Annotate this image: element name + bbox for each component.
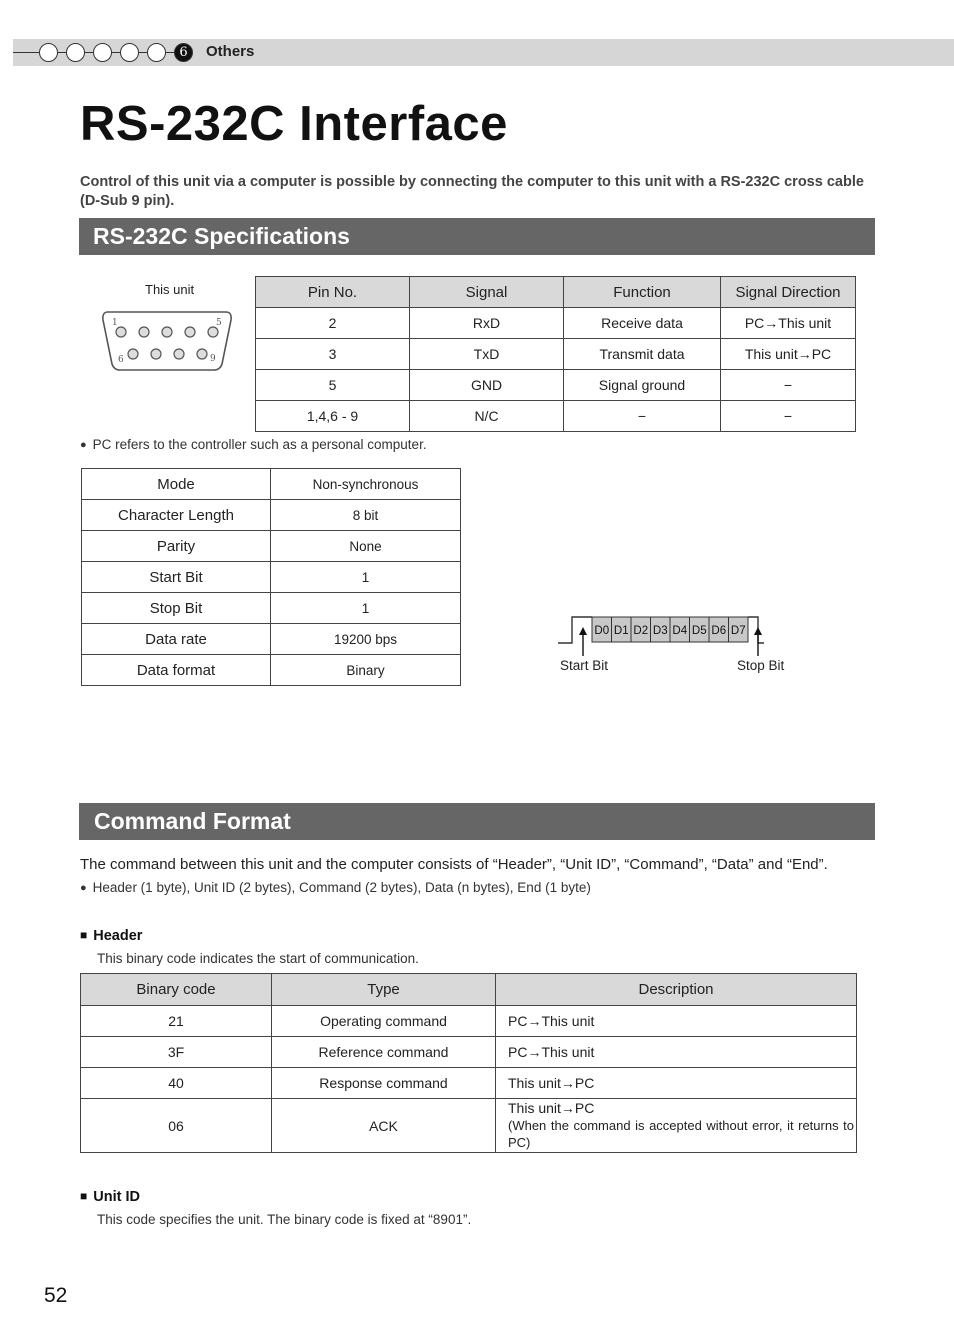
mode-key: Data rate	[82, 624, 271, 655]
bit-d5: D5	[691, 625, 707, 637]
start-bit-label: Start Bit	[560, 658, 609, 673]
type-cell: Response command	[272, 1068, 496, 1099]
signal-cell: TxD	[410, 339, 564, 370]
bit-d4: D4	[672, 625, 688, 637]
binary-code-cell: 06	[81, 1099, 272, 1153]
unit-id-description: This code specifies the unit. The binary code is fixed at “8901”.	[97, 1212, 472, 1227]
mode-value: Non-synchronous	[271, 469, 461, 500]
unit-label: This unit	[145, 282, 195, 297]
table-row	[81, 1037, 857, 1068]
stop-bit-label: Stop Bit	[737, 658, 785, 673]
stop-arrow-icon	[754, 627, 762, 656]
pin-label-5: 5	[216, 318, 222, 328]
direction-cell: PC→This unit	[721, 308, 856, 339]
header-col: Description	[496, 974, 857, 1006]
pin-cell: 5	[256, 370, 410, 401]
intro-text: Control of this unit via a computer is possible by connecting the computer to this unit with a RS-232C cross cable (D-Sub 9 pin).	[80, 174, 864, 209]
header-col: Type	[272, 974, 496, 1006]
mode-key: Data format	[82, 655, 271, 686]
description-cell	[496, 1099, 857, 1153]
bit-d1: D1	[613, 625, 629, 637]
pin-header-cell: Signal	[410, 277, 564, 308]
spec-section-heading: RS-232C Specifications	[79, 218, 875, 255]
page-number: 52	[44, 1284, 68, 1307]
function-cell: −	[564, 401, 721, 432]
table-row	[81, 1006, 857, 1037]
bit-frame-diagram	[555, 612, 795, 662]
bit-d0: D0	[594, 625, 610, 637]
description-cell: PC→This unit	[496, 1037, 857, 1068]
pc-note: ● PC refers to the controller such as a personal computer.	[80, 437, 427, 452]
mode-value: 1	[271, 593, 461, 624]
type-cell: Reference command	[272, 1037, 496, 1068]
start-arrow-icon	[579, 627, 587, 656]
header-col: Binary code	[81, 974, 272, 1006]
chapter-circle-5	[147, 43, 166, 62]
mode-key: Character Length	[82, 500, 271, 531]
table-row	[256, 308, 856, 339]
table-row	[82, 531, 461, 562]
binary-code-cell: 3F	[81, 1037, 272, 1068]
bit-d6: D6	[711, 625, 727, 637]
header-subheading: ■ Header	[80, 928, 142, 944]
description-cell: PC→This unit	[496, 1006, 857, 1037]
pin-cell: 3	[256, 339, 410, 370]
bit-d3: D3	[652, 625, 668, 637]
mode-value: Binary	[271, 655, 461, 686]
direction-cell: −	[721, 401, 856, 432]
pin-header-cell: Pin No.	[256, 277, 410, 308]
table-row	[81, 1068, 857, 1099]
table-row	[82, 500, 461, 531]
table-row	[256, 401, 856, 432]
direction-cell: This unit→PC	[721, 339, 856, 370]
mode-value: 1	[271, 562, 461, 593]
mode-value: 8 bit	[271, 500, 461, 531]
chapter-label: Others	[206, 43, 255, 60]
signal-cell: GND	[410, 370, 564, 401]
pin-cell: 2	[256, 308, 410, 339]
signal-cell: RxD	[410, 308, 564, 339]
signal-cell: N/C	[410, 401, 564, 432]
chapter-circle-2	[66, 43, 85, 62]
binary-code-cell: 40	[81, 1068, 272, 1099]
pin-table	[255, 276, 856, 432]
chapter-circle-1	[39, 43, 58, 62]
type-cell: Operating command	[272, 1006, 496, 1037]
pin-label-9: 9	[210, 354, 216, 364]
function-cell: Transmit data	[564, 339, 721, 370]
type-cell: ACK	[272, 1099, 496, 1153]
bit-d2: D2	[633, 625, 649, 637]
direction-cell: −	[721, 370, 856, 401]
pin-header-cell: Signal Direction	[721, 277, 856, 308]
pin-label-1: 1	[112, 318, 118, 328]
chapter-number: 6	[174, 43, 193, 62]
pin-cell: 1,4,6 - 9	[256, 401, 410, 432]
mode-key: Start Bit	[82, 562, 271, 593]
mode-key: Stop Bit	[82, 593, 271, 624]
table-row	[82, 469, 461, 500]
mode-key: Mode	[82, 469, 271, 500]
description-cell: This unit→PC	[496, 1068, 857, 1099]
ack-direction: This unit→PC	[508, 1100, 595, 1116]
dsub-connector-icon	[100, 308, 234, 374]
table-row	[256, 370, 856, 401]
mode-key: Parity	[82, 531, 271, 562]
table-row	[256, 339, 856, 370]
pin-header-cell: Function	[564, 277, 721, 308]
mode-value: 19200 bps	[271, 624, 461, 655]
command-bytes-note: ● Header (1 byte), Unit ID (2 bytes), Command (2 bytes), Data (n bytes), End (1 byte)	[80, 880, 591, 895]
function-cell: Receive data	[564, 308, 721, 339]
table-row	[82, 655, 461, 686]
page-title: RS-232C Interface	[80, 97, 508, 151]
header-table	[80, 973, 857, 1153]
command-section-heading: Command Format	[79, 803, 875, 840]
unit-id-subheading: ■ Unit ID	[80, 1189, 140, 1205]
binary-code-cell: 21	[81, 1006, 272, 1037]
mode-table	[81, 468, 461, 686]
function-cell: Signal ground	[564, 370, 721, 401]
table-row	[82, 593, 461, 624]
pin-label-6: 6	[118, 355, 124, 365]
table-row	[82, 624, 461, 655]
pin-table-header	[256, 277, 856, 308]
bit-d7: D7	[730, 625, 746, 637]
chapter-circle-4	[120, 43, 139, 62]
header-table-header	[81, 974, 857, 1006]
table-row	[81, 1099, 857, 1153]
command-intro: The command between this unit and the computer consists of “Header”, “Unit ID”, “Command”, “Data” and “End”.	[80, 856, 828, 873]
header-description: This binary code indicates the start of communication.	[97, 951, 419, 966]
chapter-bar	[13, 39, 954, 66]
table-row	[82, 562, 461, 593]
chapter-circle-3	[93, 43, 112, 62]
ack-note: (When the command is accepted without error, it returns to PC)	[508, 1118, 854, 1150]
mode-value: None	[271, 531, 461, 562]
